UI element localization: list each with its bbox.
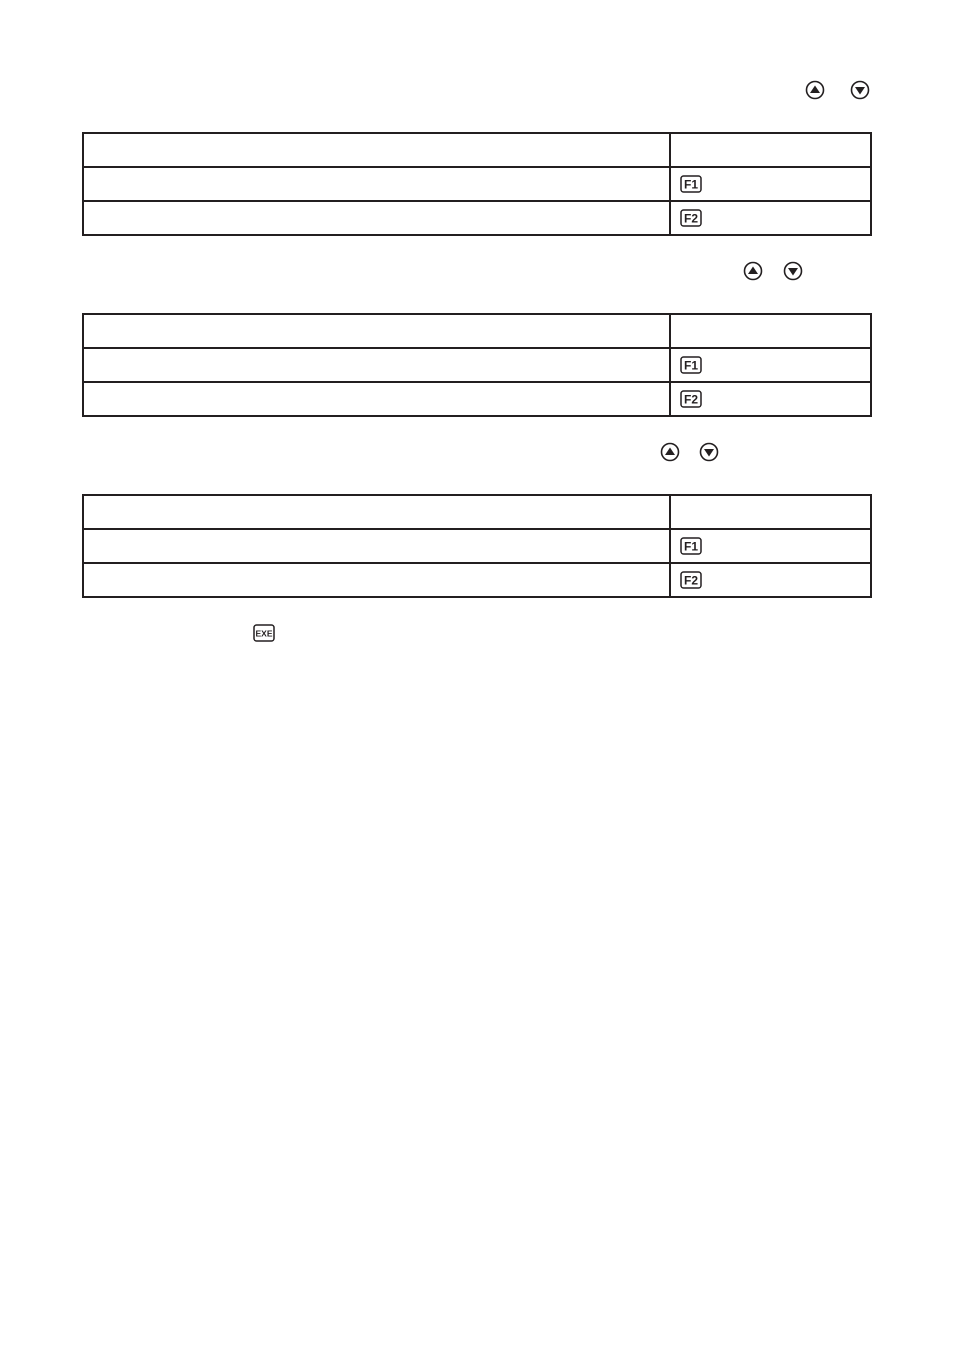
svg-text:EXE: EXE (255, 628, 273, 639)
table-row (83, 348, 871, 382)
table-header-key (670, 495, 871, 529)
table-row (83, 382, 871, 416)
table-cell-key (670, 201, 871, 235)
table-cell-key (670, 563, 871, 597)
f1-key-icon (680, 356, 702, 374)
operation-table-1 (82, 132, 872, 236)
table-cell-description (83, 201, 670, 235)
down-arrow-key-icon (783, 261, 803, 281)
table-row (83, 529, 871, 563)
svg-text:F2: F2 (683, 211, 699, 226)
table-header-row (83, 133, 871, 167)
table-header-description (83, 495, 670, 529)
up-arrow-key-icon (743, 261, 763, 281)
table-row (83, 563, 871, 597)
table-row (83, 201, 871, 235)
operation-table-2 (82, 313, 872, 417)
table-header-description (83, 133, 670, 167)
table-header-description (83, 314, 670, 348)
table-row (83, 167, 871, 201)
f2-key-icon (680, 571, 702, 589)
table-cell-description (83, 167, 670, 201)
down-arrow-key-icon (850, 80, 870, 100)
f2-key-icon (680, 209, 702, 227)
svg-text:F1: F1 (683, 358, 699, 373)
table-header-key (670, 314, 871, 348)
table-header-row (83, 314, 871, 348)
svg-text:F1: F1 (683, 539, 699, 554)
svg-text:F2: F2 (683, 573, 699, 588)
table-cell-key (670, 348, 871, 382)
table-cell-key (670, 382, 871, 416)
f1-key-icon (680, 175, 702, 193)
table-header-row (83, 495, 871, 529)
table-cell-key (670, 529, 871, 563)
table-cell-description (83, 382, 670, 416)
table-cell-key (670, 167, 871, 201)
operation-table-3 (82, 494, 872, 598)
table-cell-description (83, 563, 670, 597)
f2-key-icon (680, 390, 702, 408)
table-cell-description (83, 348, 670, 382)
svg-text:F1: F1 (683, 177, 699, 192)
down-arrow-key-icon (699, 442, 719, 462)
svg-text:F2: F2 (683, 392, 699, 407)
table-cell-description (83, 529, 670, 563)
f1-key-icon (680, 537, 702, 555)
up-arrow-key-icon (660, 442, 680, 462)
exe-key-icon (253, 624, 275, 642)
up-arrow-key-icon (805, 80, 825, 100)
table-header-key (670, 133, 871, 167)
